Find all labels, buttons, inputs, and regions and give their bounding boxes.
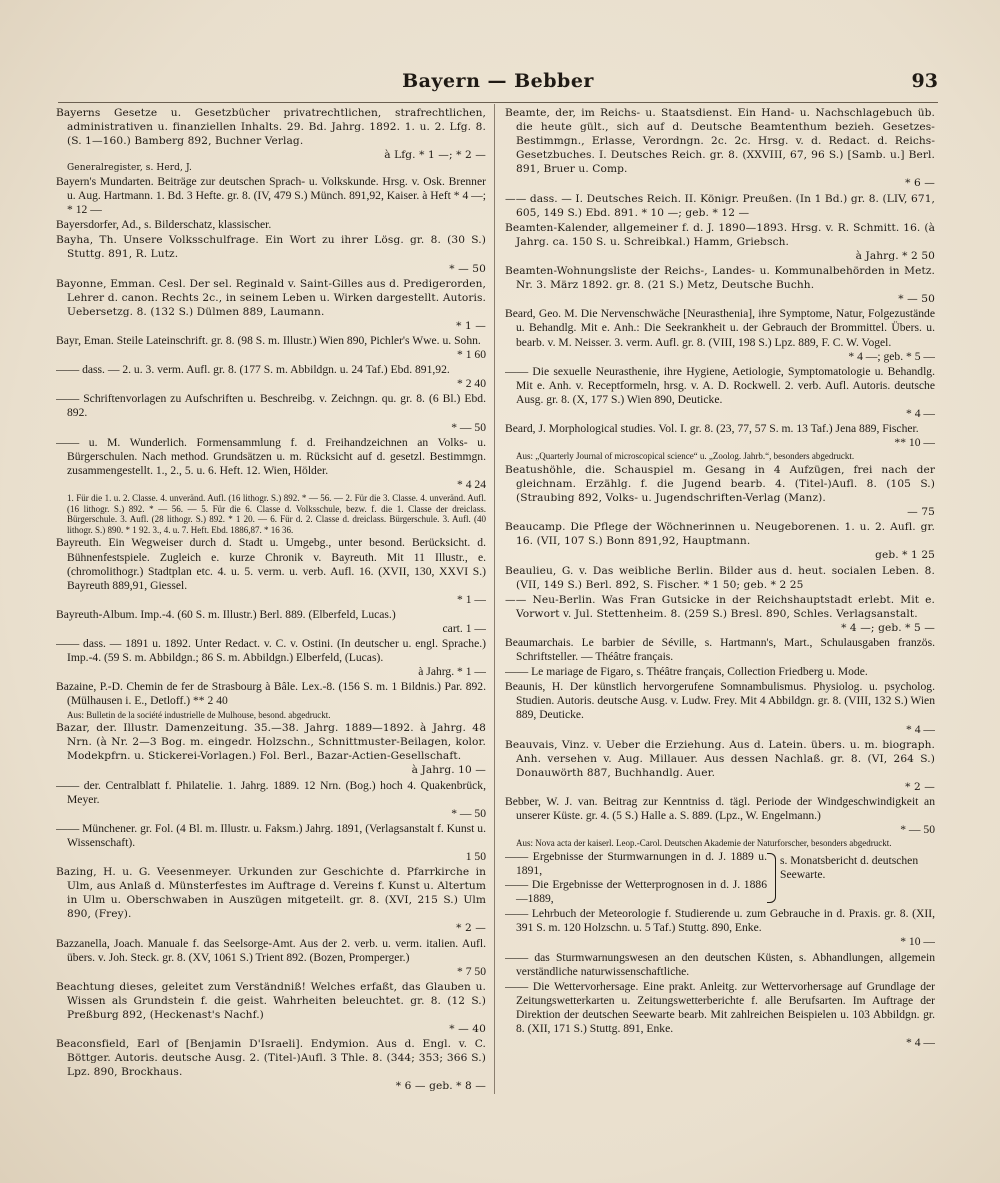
entry-note	[505, 451, 935, 462]
brace-mark	[767, 853, 776, 903]
entry-price: * — 50	[451, 806, 486, 820]
entry-price: * — 50	[449, 262, 486, 275]
entry-price: * 4 24	[457, 477, 486, 491]
page-header	[58, 70, 938, 98]
entry-price: * 2 —	[905, 780, 935, 793]
entry-price: * — 50	[900, 823, 935, 837]
entry-text: Beauvais, Vinz. v. Ueber die Erziehung. Aus d. Latein. übers. u. m. biograph. Anh. versehen v. Aug. Millauer. Aus dessen Nachlaß. gr. 8. (VI, 264 S.) Donauwörth 887, Buchhandlg. Auer.	[505, 738, 935, 779]
catalog-entry	[505, 980, 935, 1050]
entry-text: —— Le mariage de Figaro, s. Théâtre français, Collection Friedberg u. Mode.	[505, 665, 868, 679]
catalog-entry	[505, 951, 935, 979]
catalog-entry	[56, 233, 486, 275]
entry-text: 1. Für die 1. u. 2. Classe. 4. unveränd. Aufl. (16 lithogr. S.) 892. * — 56. — 2. Für die 3. Classe. 4. unveränd. Aufl. (16 lithogr. S.) 892. * — 56. — 5. Für die 6. Classe d. Volksschule, bezw. f. die 1. Classe der dreiclass. Bürgerschule. 3. Aufl. (28 lithogr. S.) 892. * 1 20. — 6. Für d. 2. Classe d. dreiclass. Bürgerschule. 3. Aufl. (40 lithogr. S.) 890. * 1 92. 3., 4. u. 7. Heft. Ebd. 1886,87. * 16 36.	[67, 493, 486, 535]
entry-price: à Lfg. * 1 —; * 2 —	[384, 149, 486, 162]
catalog-entry	[505, 307, 935, 363]
entry-price: * 6 —	[905, 177, 935, 190]
entry-text: Aus: Nova acta der kaiserl. Leop.-Carol. Deutschen Akademie der Naturforscher, besonders abgedruckt.	[516, 838, 892, 849]
brace-item: —— Die Ergebnisse der Wetterprognosen in d. J. 1886—1889,	[505, 878, 767, 906]
catalog-entry	[56, 218, 486, 232]
catalog-entry	[505, 795, 935, 837]
entry-note	[56, 163, 486, 174]
entry-price: * — 40	[449, 1023, 486, 1036]
entry-text: Bayreuth. Ein Wegweiser durch d. Stadt u. Umgebg., unter besond. Berücksicht. d. Bühnenfestspiele. Zugleich e. kurze Chronik v. Bayreuth. Mit 11 Illustr., e. (chromolithogr.) Stadtplan etc. 4. u. 5. verm. u. verb. Aufl. 16. (XVII, 130, XXVI S.) Bayreuth 889,91, Giessel.	[56, 536, 486, 592]
catalog-entry	[56, 392, 486, 434]
page-number: 93	[911, 70, 938, 92]
entry-price: * 1 60	[457, 348, 486, 362]
catalog-entry	[505, 221, 935, 263]
entry-price: à Jahrg. * 1 —	[418, 665, 486, 679]
catalog-entry	[56, 277, 486, 333]
brace-group	[505, 850, 935, 906]
entry-text: —— das Sturmwarnungswesen an den deutschen Küsten, s. Abhandlungen, allgemein verständliche naturwissenschaftliche.	[505, 950, 935, 978]
entry-text: Aus: Bulletin de la société industrielle de Mulhouse, besond. abgedruckt.	[67, 709, 331, 720]
entry-text: Beard, Geo. M. Die Nervenschwäche [Neurasthenia], ihre Symptome, Natur, Folgezustände u. Behandlg. Mit e. Anh.: Die Seekrankheit u. der Gebrauch der Brommittel. Übers. u. bearb. v. M. Neisser. 3. verm. Aufl. gr. 8. (VIII, 198 S.) Lpz. 889, F. C. W. Vogel.	[505, 307, 935, 349]
catalog-entry	[56, 1037, 486, 1093]
catalog-entry	[505, 365, 935, 421]
catalog-entry	[505, 564, 935, 592]
catalog-entry	[505, 106, 935, 191]
running-title: Bayern — Bebber	[402, 70, 594, 92]
entry-text: Beaulieu, G. v. Das weibliche Berlin. Bilder aus d. heut. socialen Leben. 8. (VII, 149 S.) Berl. 892, S. Fischer. * 1 50; geb. * 2 25	[505, 564, 935, 591]
catalog-entry	[505, 636, 935, 664]
entry-note	[56, 710, 486, 721]
entry-text: Bayha, Th. Unsere Volksschulfrage. Ein Wort zu ihrer Lösg. gr. 8. (30 S.) Stuttg. 891, R. Lutz.	[56, 234, 486, 261]
entry-text: Bayreuth-Album. Imp.-4. (60 S. m. Illustr.) Berl. 889. (Elberfeld, Lucas.)	[56, 607, 396, 621]
catalog-entry	[56, 680, 486, 708]
entry-text: —— dass. — 2. u. 3. verm. Aufl. gr. 8. (177 S. m. Abbildgn. u. 24 Taf.) Ebd. 891,92.	[56, 363, 450, 377]
entry-price: * 4 —; geb. * 5 —	[848, 349, 935, 363]
catalog-entry	[56, 436, 486, 492]
left-column	[56, 106, 486, 1166]
brace-target: s. Monatsbericht d. deutschen Seewarte.	[780, 853, 919, 881]
entry-text: —— der. Centralblatt f. Philatelie. 1. Jahrg. 1889. 12 Nrn. (Bog.) hoch 4. Quakenbrück, Meyer.	[56, 778, 486, 806]
entry-text: Beard, J. Morphological studies. Vol. I. gr. 8. (23, 77, 57 S. m. 13 Taf.) Jena 889, Fischer.	[505, 422, 919, 436]
catalog-entry	[505, 192, 935, 220]
entry-text: Bayersdorfer, Ad., s. Bilderschatz, klassischer.	[56, 218, 272, 232]
catalog-entry	[505, 422, 935, 450]
catalog-entry	[505, 264, 935, 306]
catalog-entry	[505, 680, 935, 736]
header-rule	[58, 102, 938, 103]
entry-text: —— Die Wettervorhersage. Eine prakt. Anleitg. zur Wettervorhersage auf Grundlage der Zeitungswetterkarten u. Zeitungswetterberichte f. alle Berufsarten. Im Auftrage der Direktion der deutschen Seewarte bearb. Mit zahlreichen Beispielen u. 103 Abbildgn. gr. 8. (XII, 171 S.) Stuttg. 891, Enke.	[505, 979, 935, 1035]
entry-price: * 4 —	[906, 722, 935, 736]
entry-price: * — 50	[898, 293, 935, 306]
catalog-entry	[56, 175, 486, 217]
entry-price: ** 10 —	[894, 436, 935, 450]
catalog-entry	[56, 637, 486, 679]
catalog-entry	[56, 779, 486, 821]
entry-price: * 1 —	[456, 319, 486, 332]
catalog-entry	[56, 536, 486, 606]
catalog-entry	[56, 363, 486, 391]
entry-price: * 4 —	[906, 406, 935, 420]
entry-price: — 75	[907, 506, 935, 519]
entry-price: cart. 1 —	[442, 621, 486, 635]
entry-note	[505, 838, 935, 849]
entry-text: Bayern's Mundarten. Beiträge zur deutschen Sprach- u. Volkskunde. Hrsg. v. Osk. Brenner u. Aug. Hartmann. 1. Bd. 3 Hefte. gr. 8. (IV, 479 S.) Münch. 891,92, Kaiser. à Heft * 4 —; * 12 —	[56, 174, 486, 217]
entry-text: —— Schriftenvorlagen zu Aufschriften u. Beschreibg. v. Zeichngn. qu. gr. 8. (6 Bl.) Ebd. 892.	[56, 392, 486, 420]
entry-text: Beamten-Wohnungsliste der Reichs-, Landes- u. Kommunalbehörden in Metz. Nr. 3. März 1892. gr. 8. (21 S.) Metz, Deutsche Buchh.	[505, 265, 935, 292]
entry-price: à Jahrg. 10 —	[411, 764, 486, 777]
right-column	[505, 106, 935, 1166]
catalog-entry	[56, 865, 486, 935]
entry-text: Bayr, Eman. Steile Lateinschrift. gr. 8. (98 S. m. Illustr.) Wien 890, Pichler's Wwe. u. Sohn.	[56, 334, 481, 347]
entry-text: Beaconsfield, Earl of [Benjamin D'Israeli]. Endymion. Aus d. Engl. v. C. Böttger. Autoris. deutsche Ausg. 2. (Titel-)Aufl. 3 Thle. 8. (344; 353; 366 S.) Lpz. 890, Brockhaus.	[56, 1038, 486, 1079]
entry-text: Generalregister, s. Herd, J.	[67, 163, 192, 174]
catalog-entry	[56, 608, 486, 636]
entry-text: Bazaine, P.-D. Chemin de fer de Strasbourg à Bâle. Lex.-8. (156 S. m. 1 Bildnis.) Par. 892. (Mülhausen i. E., Detloff.) ** 2 40	[56, 680, 486, 708]
entry-text: Bazar, der. Illustr. Damenzeitung. 35.—38. Jahrg. 1889—1892. à Jahrg. 48 Nrn. (à Nr. 2—3 Bog. m. eingedr. Holzschn., Schnittmuster-Beilagen, kolor. Modekpfrn. u. Stickerei-Vorlagen.) Fol. Berl., Bazar-Actien-Gesellschaft.	[56, 722, 486, 763]
catalog-entry	[56, 334, 486, 362]
entry-price: * — 50	[451, 420, 486, 434]
entry-text: —— dass. — I. Deutsches Reich. II. Königr. Preußen. (In 1 Bd.) gr. 8. (LIV, 671, 605, 149 S.) Ebd. 891. * 10 —; geb. * 12 —	[505, 192, 935, 219]
catalog-entry	[505, 738, 935, 794]
entry-text: Beatushöhle, die. Schauspiel m. Gesang in 4 Aufzügen, frei nach der gleichnam. Erzählg. f. die Jugend bearb. 4. (Titel-)Aufl. 8. (105 S.) (Straubing 892, Volks- u. Jugendschriften-Verlag (Manz).	[505, 463, 935, 505]
catalog-entry	[505, 593, 935, 635]
entry-text: Aus: „Quarterly Journal of microscopical science“ u. „Zoolog. Jahrb.“, besonders abgedruckt.	[516, 451, 855, 462]
entry-text: Bazing, H. u. G. Veesenmeyer. Urkunden zur Geschichte d. Pfarrkirche in Ulm, aus Anlaß d. Münsterfestes im Auftrage d. Vereins f. Kunst u. Altertum in Ulm u. Oberschwaben in Auszügen mitgeteilt. gr. 8. (XVI, 215 S.) Ulm 890, (Frey).	[56, 866, 486, 921]
catalog-entry	[505, 665, 935, 679]
column-divider	[494, 104, 495, 1094]
entry-text: Bayerns Gesetze u. Gesetzbücher privatrechtlichen, strafrechtlichen, administrativen u. finanziellen Inhalts. 29. Bd. Jahrg. 1892. 1. u. 2. Lfg. 8. (S. 1—160.) Bamberg 892, Buchner Verlag.	[56, 107, 486, 148]
entry-text: Beaumarchais. Le barbier de Séville, s. Hartmann's, Mart., Schulausgaben französ. Schriftsteller. — Théâtre français.	[505, 635, 935, 664]
entry-price: * 4 —	[906, 1036, 935, 1050]
entry-text: Beachtung dieses, geleitet zum Verständniß! Welches erfaßt, das Glauben u. Wissen als Grundstein f. die geist. Wahrheiten beleuchtet. gr. 8. (12 S.) Preßburg 892, (Heckenast's Nachf.)	[56, 980, 486, 1021]
entry-text: Beamten-Kalender, allgemeiner f. d. J. 1890—1893. Hrsg. v. R. Schmitt. 16. (à Jahrg. ca. 150 S. u. Schreibkal.) Hamm, Griebsch.	[505, 221, 935, 248]
catalog-entry	[56, 937, 486, 979]
entry-text: —— u. M. Wunderlich. Formensammlung f. d. Freihandzeichnen an Volks- u. Bürgerschulen. Nach method. Grundsätzen u. m. Rücksicht auf d. gesetzl. Bestimmgn. zusammengestellt. 1., 2., 5. u. 6. Heft. 12. Wien, Hölder.	[56, 435, 486, 477]
entry-note	[56, 493, 486, 535]
entry-text: Beamte, der, im Reichs- u. Staatsdienst. Ein Hand- u. Nachschlagebuch üb. die heute gült., sich auf d. Deutsche Beamtenthum bezieh. Gesetzes-Bestimmgn., Erlasse, Verordngn. 2c. 2c. Hrsg. v. d. Redact. d. Reichs-Gesetzbuches. I. Deutsches Reich. gr. 8. (XXVIII, 67, 96 S.) [Samb. u.] Berl. 891, Bruer u. Comp.	[505, 107, 935, 176]
entry-text: Bazzanella, Joach. Manuale f. das Seelsorge-Amt. Aus der 2. verb. u. verm. italien. Aufl. übers. v. Joh. Steck. gr. 8. (XV, 1061 S.) Trient 892. (Bozen, Promperger.)	[56, 936, 486, 964]
catalog-entry	[505, 463, 935, 519]
entry-text: —— dass. — 1891 u. 1892. Unter Redact. v. C. v. Ostini. (In deutscher u. engl. Sprache.) Imp.-4. (59 S. m. Abbildgn.; 86 S. m. Abbildgn.) Elberfeld, (Lucas).	[56, 637, 486, 665]
brace-item: —— Ergebnisse der Sturmwarnungen in d. J. 1889 u. 1891,	[505, 849, 767, 877]
catalog-entry	[505, 907, 935, 949]
entry-text: —— Neu-Berlin. Was Fran Gutsicke in der Reichshauptstadt erlebt. Mit e. Vorwort v. Jul. Stettenheim. 8. (259 S.) Bresl. 890, Schles. Verlagsanstalt.	[505, 593, 935, 620]
entry-price: * 4 —; geb. * 5 —	[841, 621, 935, 634]
entry-price: * 2 40	[457, 377, 486, 391]
catalog-entry	[56, 721, 486, 777]
catalog-entry	[56, 106, 486, 162]
entry-text: —— Münchener. gr. Fol. (4 Bl. m. Illustr. u. Faksm.) Jahrg. 1891, (Verlagsanstalt f. Kunst u. Wissenschaft).	[56, 821, 486, 849]
entry-text: Beaunis, H. Der künstlich hervorgerufene Somnambulismus. Physiolog. u. psycholog. Studien. Autoris. deutsche Ausg. v. Ludw. Frey. Mit 4 Abbildgn. gr. 8. (VIII, 132 S.) Wien 889, Deuticke.	[505, 680, 935, 722]
entry-price: à Jahrg. * 2 50	[855, 249, 935, 262]
entry-price: * 2 —	[456, 922, 486, 935]
entry-text: —— Die sexuelle Neurasthenie, ihre Hygiene, Aetiologie, Symptomatologie u. Behandlg. Mit e. Anh. v. Receptformeln, hrsg. v. A. D. Rockwell. 2. verb. Aufl. Autoris. deutsche Ausg. gr. 8. (X, 177 S.) Wien 890, Deuticke.	[505, 364, 935, 406]
entry-price: * 6 — geb. * 8 —	[395, 1080, 486, 1093]
entry-text: Bebber, W. J. van. Beitrag zur Kenntniss d. tägl. Periode der Windgeschwindigkeit an unserer Küste. gr. 4. (5 S.) Halle a. S. 889. (Lpz., W. Engelmann.)	[505, 795, 935, 823]
entry-text: Beaucamp. Die Pflege der Wöchnerinnen u. Neugeborenen. 1. u. 2. Aufl. gr. 16. (VII, 107 S.) Bonn 891,92, Hauptmann.	[505, 521, 935, 548]
entry-price: 1 50	[465, 849, 486, 863]
entry-text: —— Lehrbuch der Meteorologie f. Studierende u. zum Gebrauche in d. Praxis. gr. 8. (XII, 391 S. m. 120 Holzschn. u. 5 Taf.) Stuttg. 890, Enke.	[505, 907, 935, 935]
catalog-entry	[56, 822, 486, 864]
entry-price: geb. * 1 25	[875, 549, 935, 562]
entry-text: Bayonne, Emman. Cesl. Der sel. Reginald v. Saint-Gilles aus d. Predigerorden, Lehrer d. canon. Rechts 2c., in seinem Leben u. Wirken dargestellt. Autoris. Uebersetzg. 8. (132 S.) Dülmen 889, Laumann.	[56, 277, 486, 318]
entry-price: * 10 —	[900, 935, 935, 949]
catalog-entry	[56, 980, 486, 1036]
entry-price: * 1 —	[457, 592, 486, 606]
entry-price: * 7 50	[457, 964, 486, 978]
catalog-entry	[505, 520, 935, 562]
